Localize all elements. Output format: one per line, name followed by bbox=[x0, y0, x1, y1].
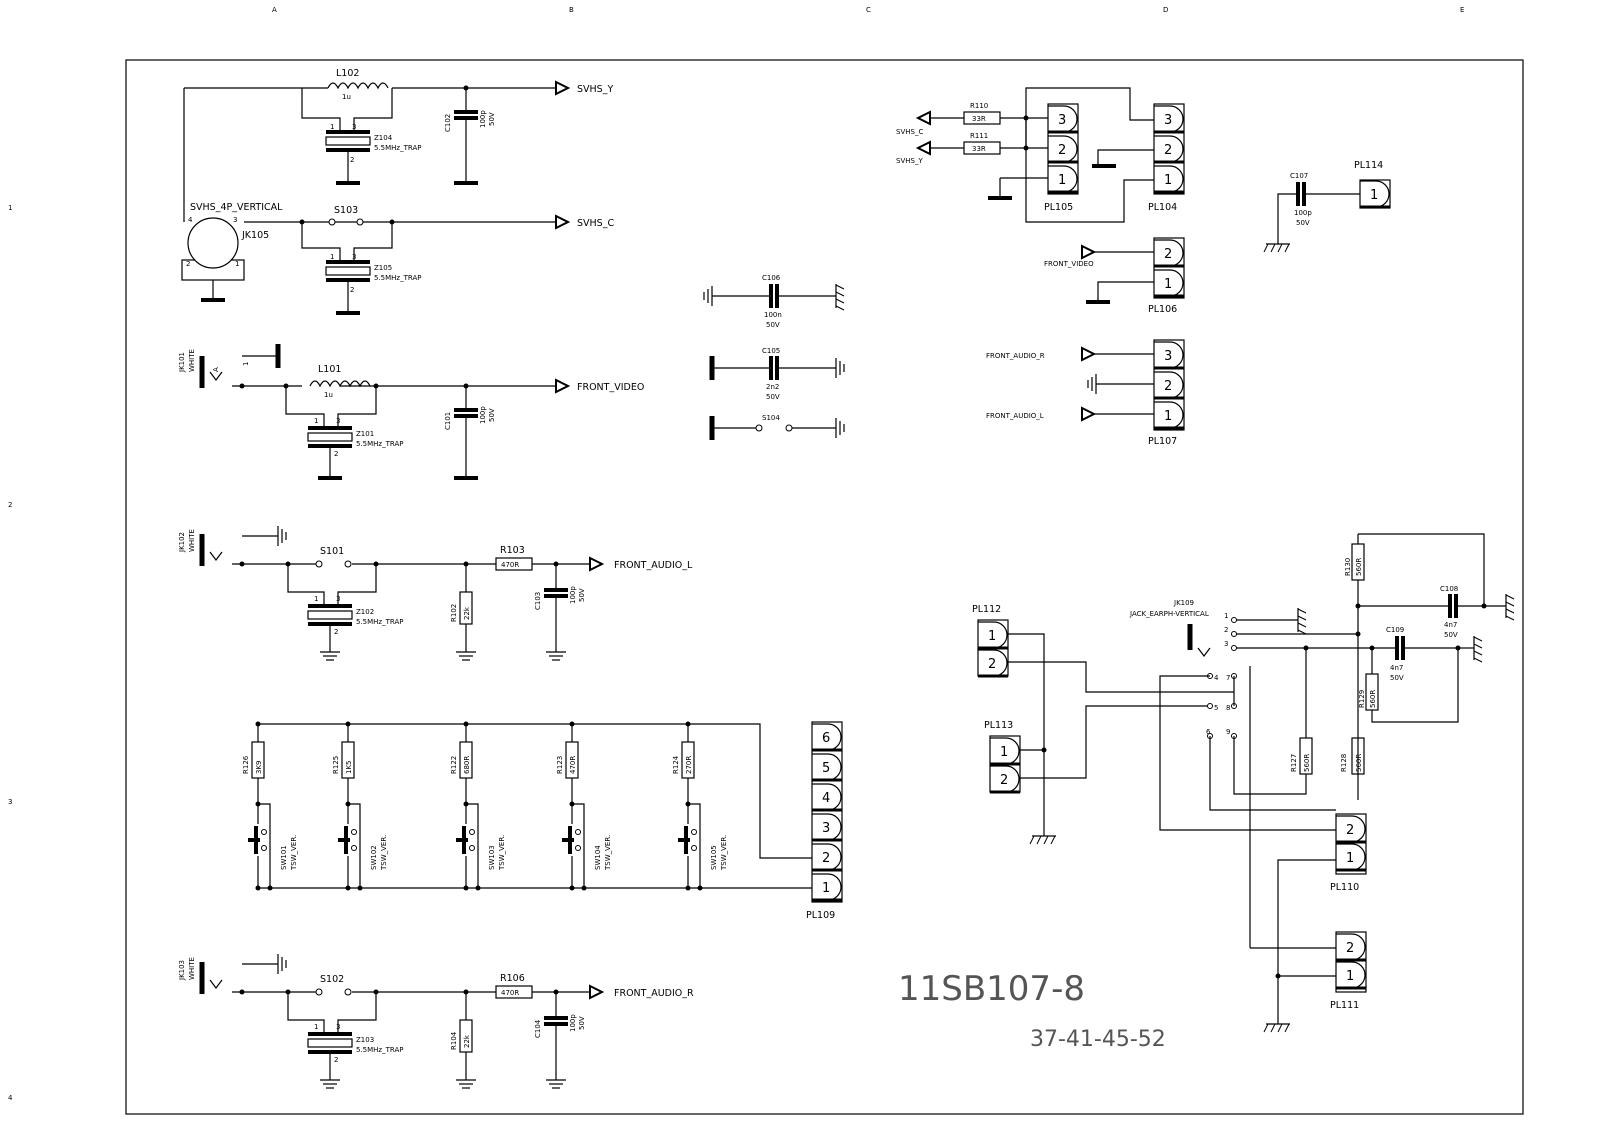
r126-ref: R126 bbox=[242, 755, 250, 774]
pl111-ref: PL111 bbox=[1330, 1000, 1360, 1011]
pl109-connector bbox=[806, 722, 842, 921]
net-svhs-y-in: SVHS_Y bbox=[896, 157, 923, 165]
c109-value: 4n7 bbox=[1390, 664, 1404, 672]
jk102-ref: JK102 bbox=[178, 531, 186, 552]
r128-value: 560R bbox=[1355, 753, 1363, 772]
pl113-pin-2 bbox=[990, 766, 1020, 792]
pl109-pin-6 bbox=[812, 724, 842, 750]
r130-value: 560R bbox=[1355, 557, 1363, 576]
doc-number: 11SB107-8 bbox=[898, 969, 1085, 1009]
key-column bbox=[242, 722, 298, 891]
key-column bbox=[450, 722, 506, 891]
r111-value: 33R bbox=[972, 145, 986, 153]
pl107-ref: PL107 bbox=[1148, 436, 1178, 447]
pl113-pin-1-label: 1 bbox=[1000, 745, 1009, 760]
pl111-pin-1-label: 1 bbox=[1346, 969, 1355, 984]
z102-pin3: 3 bbox=[336, 595, 341, 603]
grid-row-4: 4 bbox=[8, 1094, 13, 1102]
z104-value: 5.5MHz_TRAP bbox=[374, 144, 422, 152]
pl106-pin-1-label: 1 bbox=[1164, 277, 1173, 292]
sw105-ref: SW105 bbox=[710, 845, 718, 870]
net-svhs-c: SVHS_C bbox=[577, 218, 615, 229]
pl114-pin-1-label: 1 bbox=[1370, 188, 1379, 203]
r129-ref: R129 bbox=[1358, 689, 1366, 708]
c105-voltage: 50V bbox=[766, 393, 780, 401]
r126-value: 3K9 bbox=[255, 760, 263, 774]
pl106-pin-1 bbox=[1154, 270, 1184, 296]
r125-value: 1K5 bbox=[345, 760, 353, 774]
pl105-pin-1 bbox=[1048, 166, 1078, 192]
c108-ref: C108 bbox=[1440, 585, 1459, 593]
r106-value: 470R bbox=[501, 989, 520, 997]
z102-value: 5.5MHz_TRAP bbox=[356, 618, 404, 626]
l102-ref: L102 bbox=[336, 68, 360, 79]
pl105-pin-3 bbox=[1048, 106, 1078, 132]
jk105-value: SVHS_4P_VERTICAL bbox=[190, 202, 283, 213]
r103-ref: R103 bbox=[500, 545, 525, 556]
jk103-value: WHITE bbox=[188, 957, 196, 980]
key-column bbox=[332, 722, 388, 891]
c102-value: 100p bbox=[479, 110, 487, 128]
grid-col-a: A bbox=[272, 6, 277, 14]
pl107-pin-2-label: 2 bbox=[1164, 379, 1173, 394]
pl107-pin-3 bbox=[1154, 342, 1184, 368]
c108-voltage: 50V bbox=[1444, 631, 1458, 639]
sw101-value: TSW_VER. bbox=[290, 834, 298, 870]
front-audio-r-block bbox=[178, 954, 694, 1088]
jk109-pin4: 4 bbox=[1214, 674, 1219, 682]
l101-value: 1u bbox=[324, 391, 333, 399]
jk109-pin7: 7 bbox=[1226, 674, 1231, 682]
pl104-pin-1-label: 1 bbox=[1164, 173, 1173, 188]
pl107-pin-1 bbox=[1154, 402, 1184, 428]
pl109-pin-1 bbox=[812, 874, 842, 900]
pl109-ref: PL109 bbox=[806, 910, 836, 921]
svhs-block bbox=[182, 68, 614, 313]
z104-pin2: 2 bbox=[350, 156, 355, 164]
pl107-pin-2 bbox=[1154, 372, 1184, 398]
r104-value: 22k bbox=[463, 1035, 471, 1048]
pl104-pin-2-label: 2 bbox=[1164, 143, 1173, 158]
c106-ref: C106 bbox=[762, 274, 781, 282]
z103-pin2: 2 bbox=[334, 1056, 339, 1064]
grid-col-b: B bbox=[569, 6, 574, 14]
pl114-ref: PL114 bbox=[1354, 160, 1384, 171]
r110-ref: R110 bbox=[970, 102, 989, 110]
pl109-pin-4 bbox=[812, 784, 842, 810]
pl107-pin-3-label: 3 bbox=[1164, 349, 1173, 364]
r128-ref: R128 bbox=[1340, 753, 1348, 772]
key-column bbox=[556, 722, 612, 891]
z103-ref: Z103 bbox=[356, 1036, 375, 1044]
pl112-ref: PL112 bbox=[972, 604, 1002, 615]
decoupling-block bbox=[704, 274, 844, 440]
r104-ref: R104 bbox=[450, 1031, 458, 1050]
pl111-pin-2 bbox=[1336, 934, 1366, 960]
z104-pin3: 3 bbox=[352, 123, 357, 131]
c103-voltage: 50V bbox=[578, 588, 586, 602]
r106-ref: R106 bbox=[500, 973, 525, 984]
grid-row-2: 2 bbox=[8, 501, 13, 509]
c101-ref: C101 bbox=[444, 411, 452, 430]
s102-ref: S102 bbox=[320, 974, 345, 985]
grid-col-d: D bbox=[1163, 6, 1169, 14]
c105-value: 2n2 bbox=[766, 383, 780, 391]
pl106-ref: PL106 bbox=[1148, 304, 1178, 315]
key-column bbox=[672, 722, 728, 891]
z105-pin1: 1 bbox=[330, 253, 335, 261]
jk105-pin1: 1 bbox=[235, 260, 240, 268]
c101-value: 100p bbox=[479, 406, 487, 424]
r122-value: 680R bbox=[463, 755, 471, 774]
c102-voltage: 50V bbox=[488, 112, 496, 126]
s101-ref: S101 bbox=[320, 546, 345, 557]
pl114-pin-1 bbox=[1360, 181, 1390, 207]
l102-value: 1u bbox=[342, 93, 351, 101]
grid-row-1: 1 bbox=[8, 204, 13, 212]
jk101-ref: JK101 bbox=[178, 351, 186, 372]
c104-voltage: 50V bbox=[578, 1016, 586, 1030]
z104-pin1: 1 bbox=[330, 123, 335, 131]
z101-pin2: 2 bbox=[334, 450, 339, 458]
pl110-pin-2 bbox=[1336, 816, 1366, 842]
c107-ref: C107 bbox=[1290, 172, 1309, 180]
pl105-pin-1-label: 1 bbox=[1058, 173, 1067, 188]
net-front-audio-r-in: FRONT_AUDIO_R bbox=[986, 352, 1045, 360]
sw102-value: TSW_VER. bbox=[380, 834, 388, 870]
r123-value: 470R bbox=[569, 755, 577, 774]
front-audio-l-block bbox=[178, 526, 693, 660]
r102-value: 22k bbox=[463, 607, 471, 620]
pl111-pin-2-label: 2 bbox=[1346, 941, 1355, 956]
z102-pin1: 1 bbox=[314, 595, 319, 603]
pl104-pin-2 bbox=[1154, 136, 1184, 162]
sw104-value: TSW_VER. bbox=[604, 834, 612, 870]
jk109-pin3: 3 bbox=[1224, 640, 1229, 648]
pl109-pin-2 bbox=[812, 844, 842, 870]
pl105-pin-3-label: 3 bbox=[1058, 113, 1067, 128]
r127-ref: R127 bbox=[1290, 753, 1298, 772]
jk105-pin3: 3 bbox=[233, 216, 238, 224]
pl109-pin-5 bbox=[812, 754, 842, 780]
pl107-pin-1-label: 1 bbox=[1164, 409, 1173, 424]
keyboard-ladder bbox=[242, 722, 812, 891]
svhs-connectors bbox=[896, 88, 1390, 447]
pl105-pin-2-label: 2 bbox=[1058, 143, 1067, 158]
pl113-pin-2-label: 2 bbox=[1000, 773, 1009, 788]
c109-ref: C109 bbox=[1386, 626, 1405, 634]
c104-ref: C104 bbox=[534, 1019, 542, 1038]
pl110-pin-1-label: 1 bbox=[1346, 851, 1355, 866]
c101-voltage: 50V bbox=[488, 408, 496, 422]
jk109-pin1: 1 bbox=[1224, 612, 1229, 620]
pl109-pin-5-label: 5 bbox=[822, 761, 831, 776]
c105-ref: C105 bbox=[762, 347, 781, 355]
doc-codes: 37-41-45-52 bbox=[1030, 1027, 1166, 1052]
r124-value: 270R bbox=[685, 755, 693, 774]
pl112-pin-2 bbox=[978, 650, 1008, 676]
z101-pin1: 1 bbox=[314, 417, 319, 425]
pl104-pin-3-label: 3 bbox=[1164, 113, 1173, 128]
r111-ref: R111 bbox=[970, 132, 989, 140]
c107-value: 100p bbox=[1294, 209, 1312, 217]
z103-pin3: 3 bbox=[336, 1023, 341, 1031]
r124-ref: R124 bbox=[672, 755, 680, 774]
z103-pin1: 1 bbox=[314, 1023, 319, 1031]
c106-value: 100n bbox=[764, 311, 782, 319]
jk109-pin2: 2 bbox=[1224, 626, 1229, 634]
net-front-video-out: FRONT_VIDEO bbox=[577, 382, 645, 393]
pl113-pin-1 bbox=[990, 738, 1020, 764]
s103-ref: S103 bbox=[334, 205, 359, 216]
jk102-value: WHITE bbox=[188, 529, 196, 552]
z105-ref: Z105 bbox=[374, 264, 393, 272]
jk105-ref: JK105 bbox=[242, 230, 270, 241]
z103-value: 5.5MHz_TRAP bbox=[356, 1046, 404, 1054]
pl109-pin-2-label: 2 bbox=[822, 851, 831, 866]
c108-value: 4n7 bbox=[1444, 621, 1458, 629]
grid-col-c: C bbox=[866, 6, 871, 14]
net-svhs-c-in: SVHS_C bbox=[896, 128, 924, 136]
net-front-audio-l-out: FRONT_AUDIO_L bbox=[614, 560, 693, 571]
pl112-pin-1 bbox=[978, 622, 1008, 648]
r129-value: 560R bbox=[1369, 689, 1377, 708]
z105-value: 5.5MHz_TRAP bbox=[374, 274, 422, 282]
sw104-ref: SW104 bbox=[594, 845, 602, 870]
r130-ref: R130 bbox=[1344, 557, 1352, 576]
r122-ref: R122 bbox=[450, 755, 458, 774]
pl112-pin-2-label: 2 bbox=[988, 657, 997, 672]
sheet-border bbox=[126, 60, 1523, 1114]
c103-value: 100p bbox=[569, 586, 577, 604]
c103-ref: C103 bbox=[534, 591, 542, 610]
net-svhs-y: SVHS_Y bbox=[577, 84, 614, 95]
l101-ref: L101 bbox=[318, 364, 342, 375]
pl109-pin-1-label: 1 bbox=[822, 881, 831, 896]
z101-pin3: 3 bbox=[336, 417, 341, 425]
r127-value: 560R bbox=[1303, 753, 1311, 772]
jk109-ref: JK109 bbox=[1174, 599, 1195, 607]
c107-voltage: 50V bbox=[1296, 219, 1310, 227]
pl112-pin-1-label: 1 bbox=[988, 629, 997, 644]
jk109-pin6: 6 bbox=[1206, 728, 1211, 736]
pl109-pin-4-label: 4 bbox=[822, 791, 831, 806]
z101-ref: Z101 bbox=[356, 430, 375, 438]
z101-value: 5.5MHz_TRAP bbox=[356, 440, 404, 448]
sw101-ref: SW101 bbox=[280, 845, 288, 870]
r125-ref: R125 bbox=[332, 755, 340, 774]
c109-voltage: 50V bbox=[1390, 674, 1404, 682]
jk105-pin4: 4 bbox=[188, 216, 193, 224]
jk101-pinA: A bbox=[212, 367, 220, 372]
pl111-pin-1 bbox=[1336, 962, 1366, 988]
jk109-value: JACK_EARPH-VERTICAL bbox=[1130, 610, 1209, 618]
pl105-ref: PL105 bbox=[1044, 202, 1074, 213]
pl106-pin-2-label: 2 bbox=[1164, 247, 1173, 262]
pl110-pin-1 bbox=[1336, 844, 1366, 870]
jk105-pin2: 2 bbox=[186, 260, 191, 268]
r102-ref: R102 bbox=[450, 603, 458, 622]
pl106-pin-2 bbox=[1154, 240, 1184, 266]
z105-pin2: 2 bbox=[350, 286, 355, 294]
pl109-pin-3 bbox=[812, 814, 842, 840]
r103-value: 470R bbox=[501, 561, 520, 569]
net-front-video-in: FRONT_VIDEO bbox=[1044, 260, 1094, 268]
pl113-ref: PL113 bbox=[984, 720, 1014, 731]
r110-value: 33R bbox=[972, 115, 986, 123]
pl104-ref: PL104 bbox=[1148, 202, 1178, 213]
pl109-pin-3-label: 3 bbox=[822, 821, 831, 836]
grid-col-e: E bbox=[1460, 6, 1465, 14]
z105-pin3: 3 bbox=[352, 253, 357, 261]
jk103-ref: JK103 bbox=[178, 959, 186, 980]
sw103-value: TSW_VER. bbox=[498, 834, 506, 870]
c102-ref: C102 bbox=[444, 113, 452, 132]
front-video-block bbox=[178, 344, 644, 478]
c106-voltage: 50V bbox=[766, 321, 780, 329]
jk109-pin5: 5 bbox=[1214, 704, 1219, 712]
jk101-pin1: 1 bbox=[242, 361, 250, 366]
sw103-ref: SW103 bbox=[488, 845, 496, 870]
jk109-pin9: 9 bbox=[1226, 728, 1231, 736]
z104-ref: Z104 bbox=[374, 134, 393, 142]
pl110-pin-2-label: 2 bbox=[1346, 823, 1355, 838]
pl104-pin-3 bbox=[1154, 106, 1184, 132]
pl105-pin-2 bbox=[1048, 136, 1078, 162]
net-front-audio-r-out: FRONT_AUDIO_R bbox=[614, 988, 694, 999]
pl110-ref: PL110 bbox=[1330, 882, 1360, 893]
jk109-pin8: 8 bbox=[1226, 704, 1231, 712]
sw102-ref: SW102 bbox=[370, 845, 378, 870]
z102-pin2: 2 bbox=[334, 628, 339, 636]
c104-value: 100p bbox=[569, 1014, 577, 1032]
z102-ref: Z102 bbox=[356, 608, 375, 616]
s104-ref: S104 bbox=[762, 414, 780, 422]
net-front-audio-l-in: FRONT_AUDIO_L bbox=[986, 412, 1044, 420]
pl109-pin-6-label: 6 bbox=[822, 731, 831, 746]
jk101-value: WHITE bbox=[188, 349, 196, 372]
earphone-block bbox=[972, 534, 1514, 1032]
pl104-pin-1 bbox=[1154, 166, 1184, 192]
sw105-value: TSW_VER. bbox=[720, 834, 728, 870]
grid-row-3: 3 bbox=[8, 798, 13, 806]
r123-ref: R123 bbox=[556, 755, 564, 774]
